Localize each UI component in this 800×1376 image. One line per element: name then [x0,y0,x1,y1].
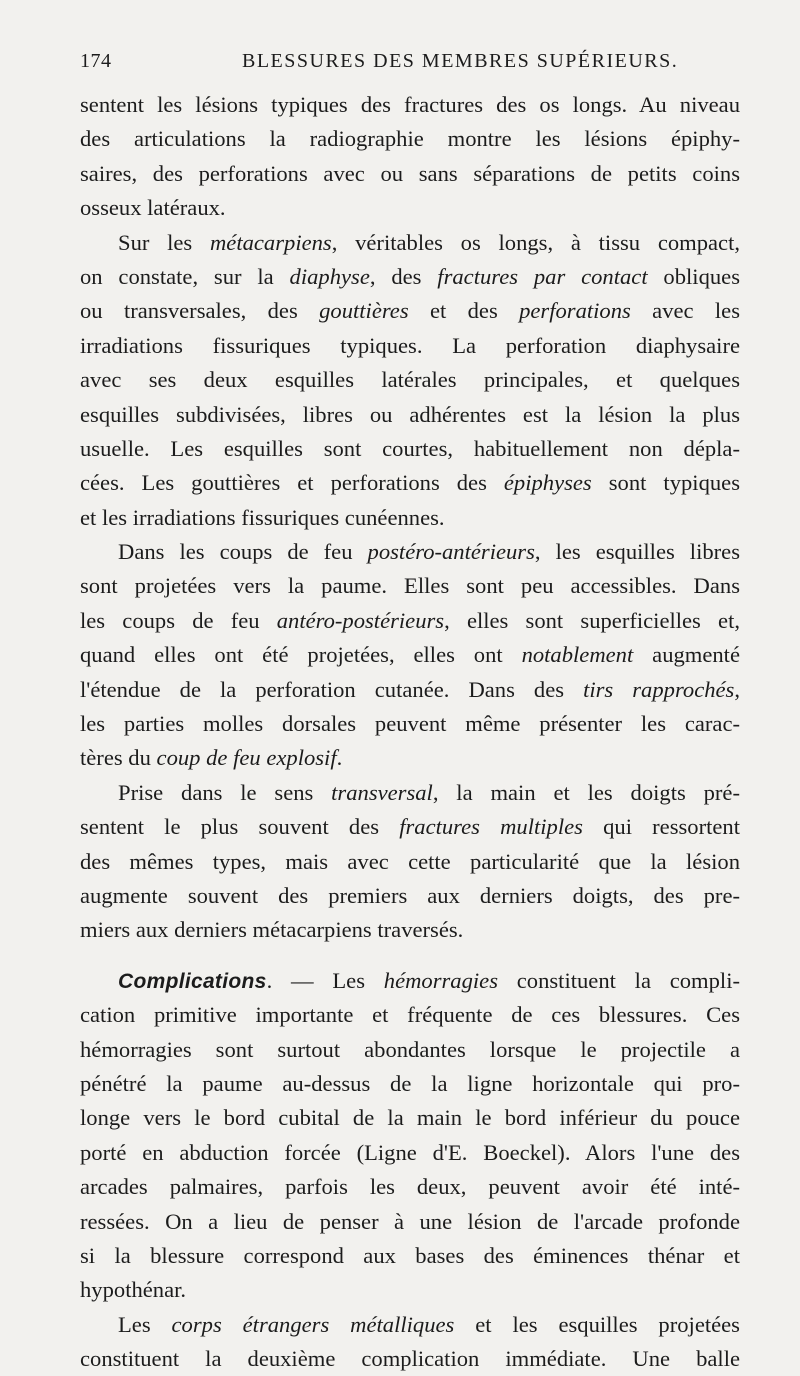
text-line: les coups de feu antéro-postérieurs, elles sont superficielles et, [80,607,740,633]
text-line: avec ses deux esquilles latérales principales, et quelques [80,367,740,393]
italic-term: notablement [521,642,634,668]
text-line: pénétré la paume au-dessus de la ligne horizontale qui pro- [80,1070,740,1096]
text-line: des articulations la radiographie montre les lésions épiphy- [80,126,740,152]
text-line: sentent le plus souvent des fractures multiples qui ressortent [80,814,740,840]
italic-term: postéro-antérieurs [367,539,535,565]
italic-term: transversal [331,779,433,805]
section-gap [80,948,740,964]
text-line: irradiations fissuriques typiques. La perforation diaphysaire [80,332,740,358]
text-line: saires, des perforations avec ou sans séparations de petits coins [80,160,740,186]
text-line: les parties molles dorsales peuvent même présenter les carac- [80,711,740,737]
text-line: augmente souvent des premiers aux derniers doigts, des pre- [80,882,740,908]
text-line: l'étendue de la perforation cutanée. Dans des tirs rapprochés, [80,676,740,702]
text-line: cées. Les gouttières et perforations des épiphyses sont typiques [80,470,740,496]
italic-term: hémorragies [383,967,498,993]
text-line: hémorragies sont surtout abondantes lorsque le projectile a [80,1036,740,1062]
italic-term: perforations [519,298,631,324]
text-line: quand elles ont été projetées, elles ont notablement augmenté [80,642,740,668]
text-line: et les irradiations fissuriques cunéennes. [80,504,445,530]
text-line: osseux latéraux. [80,195,226,221]
italic-term: fractures multiples [399,814,583,840]
text-line: ressées. On a lieu de penser à une lésion de l'arcade profonde [80,1208,740,1234]
text-line: Les corps étrangers métalliques et les esquilles projetées [118,1311,740,1337]
italic-term: métacarpiens [209,229,332,255]
italic-term: épiphyses [503,470,592,496]
text-line: Prise dans le sens transversal, la main et les doigts pré- [118,779,740,805]
page-header [80,50,740,80]
text-line: des mêmes types, mais avec cette particularité que la lésion [80,848,740,874]
text-line: Dans les coups de feu postéro-antérieurs, les esquilles libres [118,539,740,565]
text-line: sentent les lésions typiques des fractures des os longs. Au niveau [80,92,740,117]
italic-term: diaphyse [289,263,370,289]
text-line: arcades palmaires, parfois les deux, peuvent avoir été inté- [80,1174,740,1200]
body-text [80,88,740,1376]
italic-term: gouttières [319,298,409,324]
text-line: longe vers le bord cubital de la main le bord inférieur du pouce [80,1105,740,1131]
italic-term: corps étrangers métalliques [171,1311,455,1337]
page-number: 174 [80,50,112,72]
italic-term: antéro-postérieurs [276,607,445,633]
italic-term: coup de feu explosif [156,745,337,771]
text-line: on constate, sur la diaphyse, des fractures par contact obliques [80,263,740,289]
italic-term: fractures par contact [437,263,648,289]
text-line: Complications. — Les hémorragies constituent la compli- [118,967,740,993]
text-line: porté en abduction forcée (Ligne d'E. Boeckel). Alors l'une des [80,1139,740,1165]
text-line: miers aux derniers métacarpiens traversés. [80,917,464,943]
text-line: usuelle. Les esquilles sont courtes, habituellement non dépla- [80,435,740,461]
text-line: hypothénar. [80,1277,187,1303]
italic-term: tirs rapprochés [583,676,735,702]
text-line: si la blessure correspond aux bases des éminences thénar et [80,1242,740,1268]
text-line: constituent la deuxième complication immédiate. Une balle [80,1346,740,1372]
text-line: esquilles subdivisées, libres ou adhérentes est la lésion la plus [80,401,740,427]
text-line: ou transversales, des gouttières et des perforations avec les [80,298,740,324]
text-line: tères du coup de feu explosif. [80,745,343,771]
section-heading: Complications [118,969,267,993]
text-line: sont projetées vers la paume. Elles sont peu accessibles. Dans [80,573,740,599]
text-line: cation primitive importante et fréquente de ces blessures. Ces [80,1002,740,1028]
running-title: BLESSURES DES MEMBRES SUPÉRIEURS. [242,50,679,72]
text-line: Sur les métacarpiens, véritables os longs, à tissu compact, [118,229,740,255]
